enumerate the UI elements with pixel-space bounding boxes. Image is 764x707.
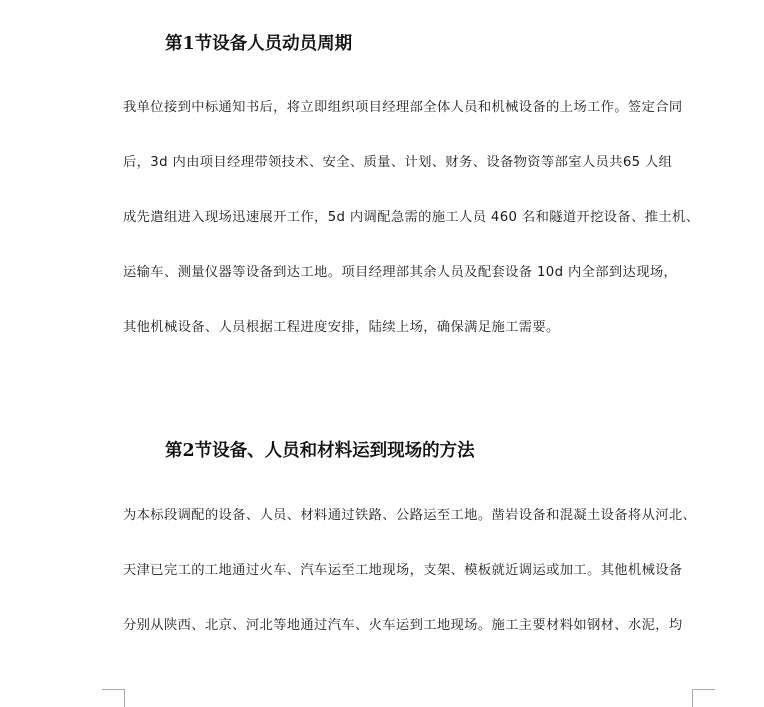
- section-1-line-4: 运输车、测量仪器等设备到达工地。项目经理部其余人员及配套设备 10d 内全部到达现场，: [123, 265, 678, 280]
- section-2-heading: 第2节设备、人员和材料运到现场的方法: [165, 441, 475, 461]
- section-1-heading: 第1节设备人员动员周期: [165, 34, 353, 54]
- section-1-line-5: 其他机械设备、人员根据工程进度安排，陆续上场，确保满足施工需要。: [123, 320, 560, 335]
- section-2-line-3: 分别从陕西、北京、河北等地通过汽车、火车运到工地现场。施工主要材料如钢材、水泥，均: [123, 618, 683, 633]
- section-2-line-1: 为本标段调配的设备、人员、材料通过铁路、公路运至工地。凿岩设备和混凝土设备将从河北、: [123, 508, 697, 523]
- page-margin-corner-right: [692, 689, 715, 707]
- page-margin-corner-left: [102, 689, 125, 707]
- section-1-line-2: 后，3d 内由项目经理带领技术、安全、质量、计划、财务、设备物资等部室人员共65 人组: [123, 155, 673, 170]
- section-2-line-2: 天津已完工的工地通过火车、汽车运至工地现场，支架、模板就近调运或加工。其他机械设备: [123, 563, 683, 578]
- section-1-line-3: 成先遣组进入现场迅速展开工作，5d 内调配急需的施工人员 460 名和隧道开挖设备、推土机、: [123, 210, 700, 225]
- section-1-line-1: 我单位接到中标通知书后，将立即组织项目经理部全体人员和机械设备的上场工作。签定合同: [123, 100, 683, 115]
